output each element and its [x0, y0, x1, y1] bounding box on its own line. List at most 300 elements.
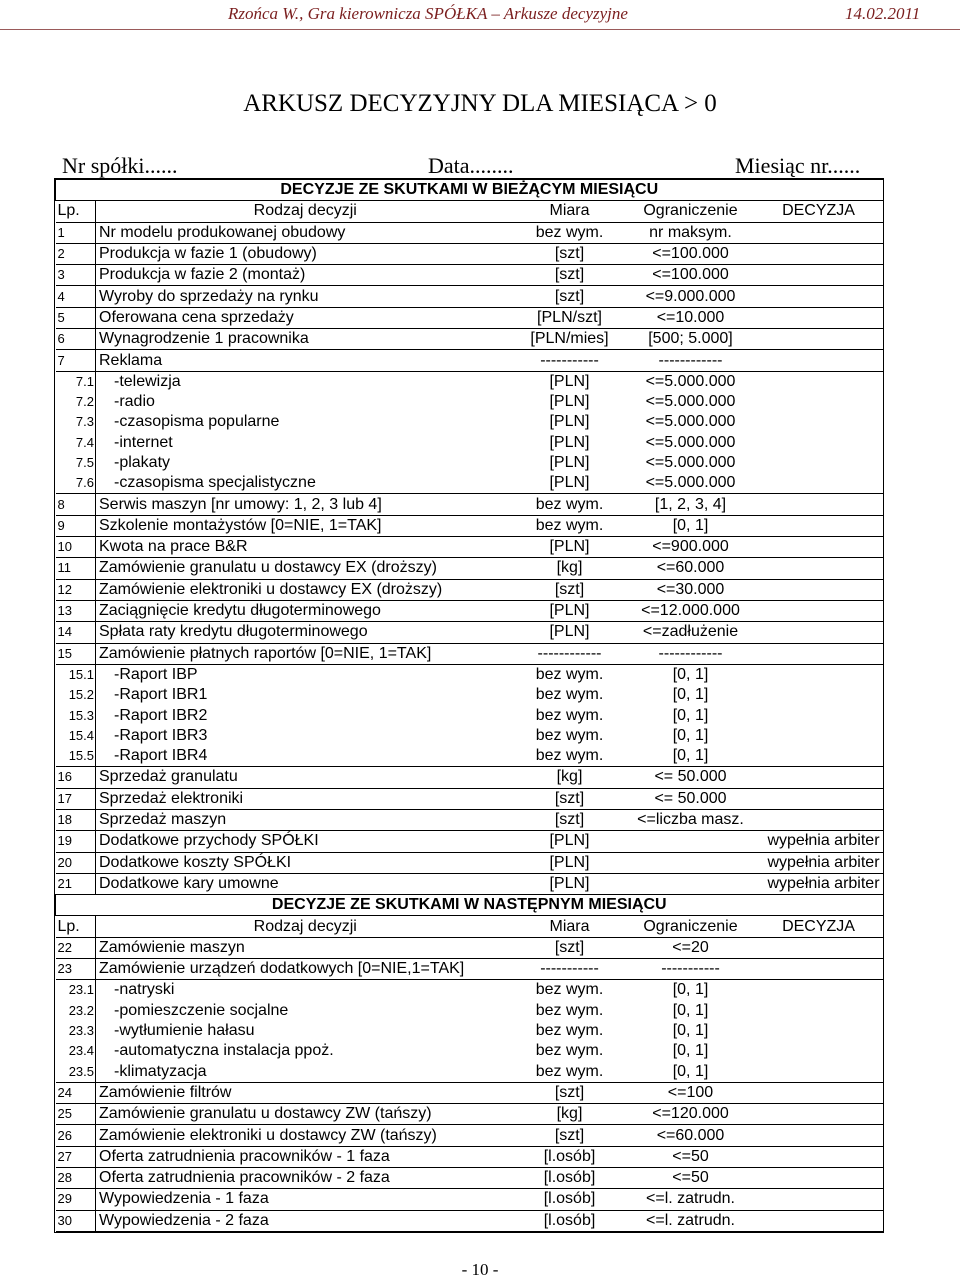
row-number: 23.4	[56, 1041, 96, 1061]
decision-cell[interactable]	[756, 371, 883, 392]
constraint: ------------	[626, 350, 756, 371]
constraint: [500; 5.000]	[626, 329, 756, 350]
table-row	[56, 1210, 883, 1231]
constraint: [0, 1]	[672, 1042, 709, 1060]
decision-cell[interactable]	[756, 767, 883, 788]
row-number: 15.1	[56, 664, 96, 685]
row-number: 7.1	[56, 371, 96, 392]
decision-type: Oferowana cena sprzedaży	[96, 307, 514, 328]
row-number: 15.2	[56, 685, 96, 705]
column-header-row	[56, 201, 883, 222]
table-row	[56, 1001, 883, 1021]
constraint	[626, 873, 756, 894]
running-header	[0, 0, 960, 28]
decision-cell[interactable]	[756, 1189, 883, 1210]
decision-cell[interactable]	[756, 392, 883, 412]
decision-cell[interactable]	[756, 494, 883, 515]
table-row	[56, 453, 883, 473]
decision-cell[interactable]	[756, 788, 883, 809]
decision-cell[interactable]: wypełnia arbiter	[756, 831, 883, 852]
constraint: <=50	[626, 1146, 756, 1167]
row-number: 12	[56, 579, 96, 600]
constraint: <=5.000.000	[645, 393, 736, 411]
measure-unit: [PLN]	[549, 393, 590, 411]
measure-unit: bez wym.	[514, 746, 626, 767]
measure-unit: [szt]	[514, 1082, 626, 1103]
row-number: 15	[56, 643, 96, 664]
decision-cell[interactable]	[756, 453, 883, 473]
measure-unit: [szt]	[514, 937, 626, 958]
table-row	[56, 1167, 883, 1188]
row-number: 27	[56, 1146, 96, 1167]
decision-type: Zamówienie granulatu u dostawcy ZW (tańszy)	[96, 1104, 514, 1125]
constraint: <= 50.000	[626, 788, 756, 809]
decision-cell[interactable]	[756, 1167, 883, 1188]
decision-cell[interactable]	[756, 958, 883, 979]
constraint: <=5.000.000	[645, 372, 736, 390]
measure-unit: -----------	[514, 350, 626, 371]
decision-type: -radio	[114, 393, 155, 411]
decision-cell[interactable]	[756, 685, 883, 705]
measure-unit: bez wym.	[514, 222, 626, 243]
table-row	[56, 494, 883, 515]
measure-unit: [PLN]	[514, 831, 626, 852]
column-header-row	[56, 916, 883, 937]
measure-unit: [szt]	[514, 286, 626, 307]
column-header-name: Rodzaj decyzji	[96, 916, 514, 937]
decision-type: Wynagrodzenie 1 pracownika	[96, 329, 514, 350]
decision-type: -Raport IBR3	[114, 726, 208, 744]
measure-unit: bez wym.	[514, 515, 626, 536]
measure-unit: -----------	[514, 958, 626, 979]
constraint: <=100.000	[626, 243, 756, 264]
decision-type: Dodatkowe koszty SPÓŁKI	[96, 852, 514, 873]
decision-cell[interactable]	[756, 350, 883, 371]
measure-unit: bez wym.	[535, 665, 604, 683]
decision-type: Zamówienie granulatu u dostawcy EX (droższy)	[96, 558, 514, 579]
decision-type: Zamówienie elektroniki u dostawcy EX (droższy)	[96, 579, 514, 600]
constraint: ------------	[626, 643, 756, 664]
constraint: <=5.000.000	[626, 473, 756, 494]
decision-type: -internet	[114, 433, 173, 451]
measure-unit: [PLN]	[514, 873, 626, 894]
constraint: [0, 1]	[672, 686, 709, 704]
constraint	[626, 852, 756, 873]
decision-cell[interactable]	[756, 558, 883, 579]
decision-table	[55, 179, 883, 1232]
decision-table-body	[56, 180, 883, 1232]
page-number: - 10 -	[461, 1260, 499, 1279]
measure-unit: bez wym.	[535, 1022, 604, 1040]
decision-type: Zamówienie filtrów	[96, 1082, 514, 1103]
section-title: DECYZJE ZE SKUTKAMI W BIEŻĄCYM MIESIĄCU	[56, 180, 883, 201]
decision-cell[interactable]	[756, 1041, 883, 1061]
row-number: 8	[56, 494, 96, 515]
constraint: [0, 1]	[672, 726, 709, 744]
running-title: Rzońca W., Gra kierownicza SPÓŁKA – Arkusze decyzyjne	[228, 4, 628, 23]
table-row	[56, 1041, 883, 1061]
row-number: 23.3	[56, 1021, 96, 1041]
table-row	[56, 600, 883, 621]
decision-type: Dodatkowe kary umowne	[96, 873, 514, 894]
table-row	[56, 329, 883, 350]
decision-type: Produkcja w fazie 1 (obudowy)	[96, 243, 514, 264]
table-row	[56, 265, 883, 286]
decision-type: Zamówienie maszyn	[96, 937, 514, 958]
decision-type: Wyroby do sprzedaży na rynku	[96, 286, 514, 307]
table-row	[56, 622, 883, 643]
constraint: <=10.000	[626, 307, 756, 328]
decision-type: -Raport IBR2	[114, 706, 208, 724]
decision-cell[interactable]	[756, 433, 883, 453]
row-number: 6	[56, 329, 96, 350]
table-row	[56, 1189, 883, 1210]
row-number: 10	[56, 537, 96, 558]
decision-cell[interactable]	[756, 705, 883, 725]
table-row	[56, 371, 883, 392]
table-row	[56, 809, 883, 830]
constraint: <=5.000.000	[645, 413, 736, 431]
decision-cell[interactable]	[756, 243, 883, 264]
table-row	[56, 643, 883, 664]
decision-cell[interactable]	[756, 579, 883, 600]
table-row	[56, 788, 883, 809]
measure-unit: bez wym.	[535, 981, 604, 999]
constraint: [0, 1]	[626, 1061, 756, 1082]
decision-type: Sprzedaż granulatu	[96, 767, 514, 788]
constraint: <=50	[626, 1167, 756, 1188]
row-number: 22	[56, 937, 96, 958]
decision-type: Nr modelu produkowanej obudowy	[96, 222, 514, 243]
row-number: 26	[56, 1125, 96, 1146]
table-row	[56, 243, 883, 264]
row-number: 23	[56, 958, 96, 979]
decision-type: Spłata raty kredytu długoterminowego	[96, 622, 514, 643]
row-number: 7.2	[56, 392, 96, 412]
section1-header	[56, 180, 883, 201]
column-header-decision: DECYZJA	[756, 916, 883, 937]
row-number: 14	[56, 622, 96, 643]
decision-cell[interactable]	[756, 980, 883, 1001]
measure-unit: [PLN]	[549, 433, 590, 451]
decision-type: Szkolenie montażystów [0=NIE, 1=TAK]	[96, 515, 514, 536]
table-row	[56, 307, 883, 328]
decision-type: -klimatyzacja	[96, 1061, 514, 1082]
measure-unit: [szt]	[514, 243, 626, 264]
measure-unit: ------------	[514, 643, 626, 664]
row-number: 17	[56, 788, 96, 809]
row-number: 5	[56, 307, 96, 328]
measure-unit: [szt]	[514, 809, 626, 830]
row-number: 25	[56, 1104, 96, 1125]
table-row	[56, 392, 883, 412]
section-title: DECYZJE ZE SKUTKAMI W NASTĘPNYM MIESIĄCU	[56, 895, 883, 916]
decision-type: -czasopisma specjalistyczne	[96, 473, 514, 494]
measure-unit: [kg]	[514, 1104, 626, 1125]
row-number: 15.4	[56, 726, 96, 746]
row-number: 4	[56, 286, 96, 307]
decision-cell[interactable]	[756, 622, 883, 643]
measure-unit: bez wym.	[535, 1001, 604, 1019]
row-number: 7	[56, 350, 96, 371]
decision-type: Zamówienie płatnych raportów [0=NIE, 1=TAK]	[96, 643, 514, 664]
row-number: 11	[56, 558, 96, 579]
measure-unit: [szt]	[514, 579, 626, 600]
table-row	[56, 831, 883, 852]
row-number: 7.5	[56, 453, 96, 473]
constraint: <=120.000	[626, 1104, 756, 1125]
measure-unit: [kg]	[514, 767, 626, 788]
decision-cell[interactable]	[756, 222, 883, 243]
row-number: 20	[56, 852, 96, 873]
constraint: [0, 1]	[672, 1022, 709, 1040]
column-header-name: Rodzaj decyzji	[96, 201, 514, 222]
measure-unit: bez wym.	[535, 1042, 604, 1060]
table-row	[56, 286, 883, 307]
decision-type: Oferta zatrudnienia pracowników - 1 faza	[96, 1146, 514, 1167]
column-header-decision: DECYZJA	[756, 201, 883, 222]
row-number: 23.1	[56, 980, 96, 1001]
decision-cell[interactable]	[756, 473, 883, 494]
constraint: <=30.000	[626, 579, 756, 600]
decision-cell[interactable]	[756, 1061, 883, 1082]
date-field: Data........	[428, 153, 514, 178]
table-row	[56, 685, 883, 705]
measure-unit: [l.osób]	[514, 1167, 626, 1188]
measure-unit: [szt]	[514, 788, 626, 809]
constraint: <=zadłużenie	[626, 622, 756, 643]
table-row	[56, 767, 883, 788]
measure-unit: [PLN]	[514, 600, 626, 621]
constraint: <=100.000	[626, 265, 756, 286]
decision-cell[interactable]	[756, 1001, 883, 1021]
table-row	[56, 980, 883, 1001]
row-number: 21	[56, 873, 96, 894]
measure-unit: [PLN]	[514, 622, 626, 643]
table-row	[56, 664, 883, 685]
table-row	[56, 579, 883, 600]
decision-cell[interactable]	[756, 286, 883, 307]
column-header-unit: Miara	[514, 201, 626, 222]
measure-unit: [PLN]	[514, 473, 626, 494]
decision-type: Reklama	[96, 350, 514, 371]
row-number: 2	[56, 243, 96, 264]
decision-cell[interactable]	[756, 643, 883, 664]
decision-cell[interactable]	[756, 726, 883, 746]
table-row	[56, 515, 883, 536]
row-number: 9	[56, 515, 96, 536]
decision-cell[interactable]	[756, 746, 883, 767]
decision-type: Sprzedaż elektroniki	[96, 788, 514, 809]
decision-cell[interactable]	[756, 265, 883, 286]
measure-unit: [PLN]	[549, 454, 590, 471]
column-header-lp: Lp.	[56, 916, 96, 937]
decision-type: -telewizja	[114, 372, 181, 390]
decision-type: Wypowiedzenia - 2 faza	[96, 1210, 514, 1231]
constraint: <=9.000.000	[626, 286, 756, 307]
constraint: [0, 1]	[626, 746, 756, 767]
constraint: -----------	[626, 958, 756, 979]
constraint: [0, 1]	[672, 981, 709, 999]
constraint: <=900.000	[626, 537, 756, 558]
decision-type: -natryski	[114, 981, 175, 999]
measure-unit: [PLN]	[549, 413, 590, 431]
table-row	[56, 937, 883, 958]
header-divider	[0, 29, 960, 30]
constraint	[626, 831, 756, 852]
table-row	[56, 537, 883, 558]
decision-cell[interactable]	[756, 537, 883, 558]
table-row	[56, 1021, 883, 1041]
decision-cell[interactable]	[756, 664, 883, 685]
constraint: <=l. zatrudn.	[626, 1210, 756, 1231]
decision-type: Wypowiedzenia - 1 faza	[96, 1189, 514, 1210]
decision-cell[interactable]	[756, 1082, 883, 1103]
row-number: 3	[56, 265, 96, 286]
constraint: <=60.000	[626, 1125, 756, 1146]
decision-type: -plakaty	[114, 454, 171, 471]
decision-type: -Raport IBP	[114, 665, 198, 683]
table-row	[56, 1146, 883, 1167]
row-number: 19	[56, 831, 96, 852]
measure-unit: [kg]	[514, 558, 626, 579]
constraint: [0, 1]	[672, 706, 709, 724]
measure-unit: bez wym.	[535, 706, 604, 724]
decision-cell[interactable]	[756, 600, 883, 621]
row-number: 23.2	[56, 1001, 96, 1021]
month-number-field: Miesiąc nr......	[735, 153, 861, 178]
row-number: 29	[56, 1189, 96, 1210]
row-number: 15.5	[56, 746, 96, 767]
measure-unit: bez wym.	[535, 686, 604, 704]
table-row	[56, 705, 883, 725]
constraint: <=5.000.000	[645, 454, 736, 471]
measure-unit: [l.osób]	[514, 1210, 626, 1231]
measure-unit: [l.osób]	[514, 1189, 626, 1210]
table-row	[56, 558, 883, 579]
row-number: 15.3	[56, 705, 96, 725]
decision-type: Zamówienie urządzeń dodatkowych [0=NIE,1=TAK]	[96, 958, 514, 979]
measure-unit: bez wym.	[514, 494, 626, 515]
row-number: 13	[56, 600, 96, 621]
column-header-limit: Ograniczenie	[626, 201, 756, 222]
row-number: 7.3	[56, 412, 96, 432]
measure-unit: [PLN]	[514, 537, 626, 558]
decision-cell[interactable]	[756, 515, 883, 536]
column-header-unit: Miara	[514, 916, 626, 937]
table-row	[56, 852, 883, 873]
decision-cell[interactable]	[756, 1104, 883, 1125]
decision-type: -automatyczna instalacja ppoż.	[114, 1042, 334, 1060]
measure-unit: [l.osób]	[514, 1146, 626, 1167]
decision-type: Serwis maszyn [nr umowy: 1, 2, 3 lub 4]	[96, 494, 514, 515]
decision-cell[interactable]	[756, 809, 883, 830]
page-title: ARKUSZ DECYZYJNY DLA MIESIĄCA > 0	[243, 90, 717, 117]
measure-unit: [PLN/mies]	[514, 329, 626, 350]
decision-type: Kwota na prace B&R	[96, 537, 514, 558]
constraint: <= 50.000	[626, 767, 756, 788]
decision-type: Zamówienie elektroniki u dostawcy ZW (tańszy)	[96, 1125, 514, 1146]
decision-cell[interactable]	[756, 307, 883, 328]
decision-type: Produkcja w fazie 2 (montaż)	[96, 265, 514, 286]
table-row	[56, 1082, 883, 1103]
decision-type: Zaciągnięcie kredytu długoterminowego	[96, 600, 514, 621]
row-number: 7.6	[56, 473, 96, 494]
table-row	[56, 958, 883, 979]
row-number: 23.5	[56, 1061, 96, 1082]
decision-type: Dodatkowe przychody SPÓŁKI	[96, 831, 514, 852]
row-number: 7.4	[56, 433, 96, 453]
decision-type: -wytłumienie hałasu	[114, 1022, 255, 1040]
row-number: 28	[56, 1167, 96, 1188]
row-number: 16	[56, 767, 96, 788]
measure-unit: [PLN]	[549, 372, 590, 390]
constraint: [0, 1]	[672, 665, 709, 683]
table-row	[56, 433, 883, 453]
decision-cell[interactable]: wypełnia arbiter	[756, 873, 883, 894]
measure-unit: [PLN/szt]	[514, 307, 626, 328]
constraint: [0, 1]	[626, 515, 756, 536]
decision-cell[interactable]	[756, 1125, 883, 1146]
table-row	[56, 412, 883, 432]
decision-cell[interactable]	[756, 412, 883, 432]
decision-type: Oferta zatrudnienia pracowników - 2 faza	[96, 1167, 514, 1188]
decision-cell[interactable]	[756, 1021, 883, 1041]
decision-type: -Raport IBR4	[96, 746, 514, 767]
measure-unit: bez wym.	[535, 726, 604, 744]
measure-unit: bez wym.	[514, 1061, 626, 1082]
row-number: 18	[56, 809, 96, 830]
decision-cell[interactable]	[756, 1146, 883, 1167]
table-row	[56, 350, 883, 371]
decision-type: -pomieszczenie socjalne	[114, 1001, 289, 1019]
header-date: 14.02.2011	[845, 4, 921, 23]
row-number: 30	[56, 1210, 96, 1231]
decision-cell[interactable]	[756, 329, 883, 350]
table-row	[56, 473, 883, 494]
section2-header	[56, 895, 883, 916]
table-row	[56, 746, 883, 767]
constraint: <=liczba masz.	[626, 809, 756, 830]
column-header-lp: Lp.	[56, 201, 96, 222]
constraint: <=5.000.000	[645, 433, 736, 451]
measure-unit: [szt]	[514, 1125, 626, 1146]
decision-cell[interactable]	[756, 1210, 883, 1231]
measure-unit: [szt]	[514, 265, 626, 286]
decision-cell[interactable]: wypełnia arbiter	[756, 852, 883, 873]
table-row	[56, 1125, 883, 1146]
company-number-field: Nr spółki......	[62, 153, 178, 178]
decision-type: -czasopisma popularne	[114, 413, 280, 431]
column-header-limit: Ograniczenie	[626, 916, 756, 937]
row-number: 1	[56, 222, 96, 243]
measure-unit: [PLN]	[514, 852, 626, 873]
decision-cell[interactable]	[756, 937, 883, 958]
decision-type: -Raport IBR1	[114, 686, 208, 704]
decision-type: Sprzedaż maszyn	[96, 809, 514, 830]
constraint: [1, 2, 3, 4]	[626, 494, 756, 515]
table-row	[56, 222, 883, 243]
constraint: <=60.000	[626, 558, 756, 579]
constraint: <=12.000.000	[626, 600, 756, 621]
row-number: 24	[56, 1082, 96, 1103]
constraint: [0, 1]	[672, 1001, 709, 1019]
constraint: nr maksym.	[626, 222, 756, 243]
table-row	[56, 726, 883, 746]
constraint: <=100	[626, 1082, 756, 1103]
constraint: <=20	[626, 937, 756, 958]
table-row	[56, 1061, 883, 1082]
